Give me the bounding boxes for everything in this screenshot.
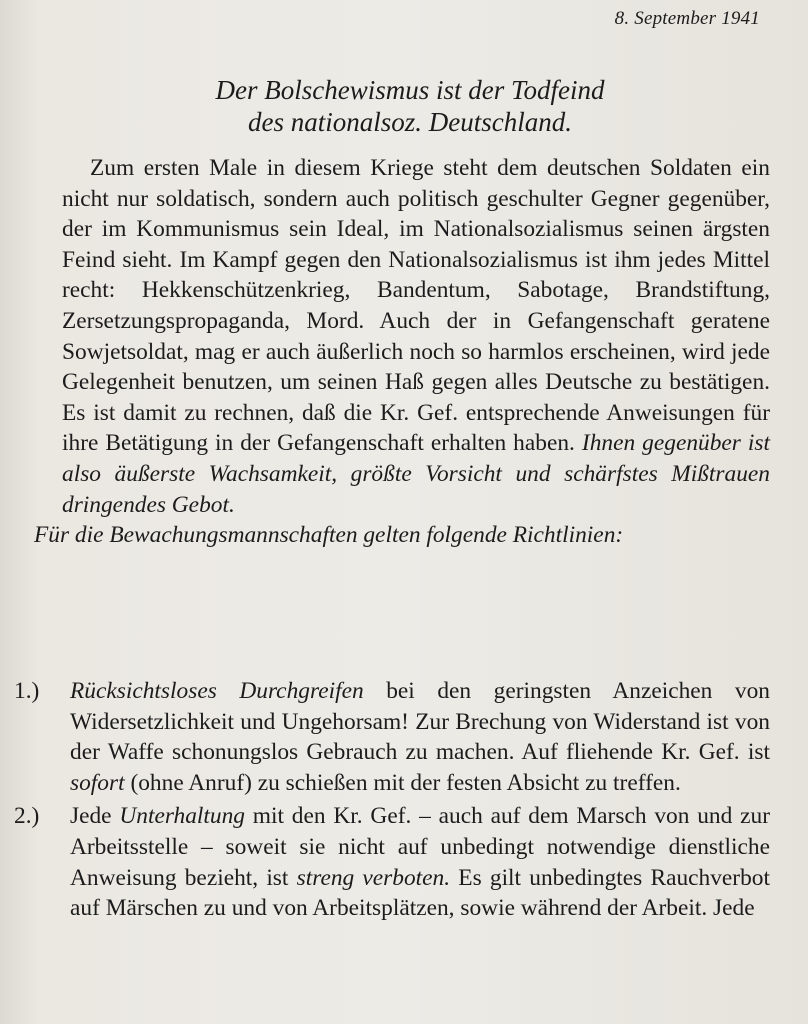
intro-text bbox=[62, 153, 770, 520]
item-text bbox=[70, 676, 770, 798]
item-number: 2.) bbox=[14, 803, 40, 830]
item-italic-end: streng verboten. bbox=[296, 864, 451, 891]
item-text-a: bei den geringsten Anzeichen von Widersetzlichkeit und Ungehorsam! Zur Brechung von Widerstand ist von der Waffe schonungslos Gebrauch zu machen. Auf fliehende Kr. Gef. ist bbox=[70, 678, 770, 766]
item-italic-mid: sofort bbox=[70, 769, 125, 796]
title-line-1: Der Bolschewismus ist der Todfeind bbox=[215, 75, 605, 105]
guidelines-heading: Für die Bewachungsmannschaften gelten folgende Richtlinien: bbox=[34, 522, 624, 549]
intro-italic: Ihnen gegenüber ist also äußerste Wachsamkeit, größte Vorsicht und schärfstes Mißtrauen dringendes Gebot. bbox=[62, 430, 770, 518]
item-text-b: (ohne Anruf) zu schießen mit der festen Absicht zu treffen. bbox=[124, 769, 681, 796]
list-item bbox=[14, 676, 770, 798]
item-text-c: Es gilt unbedingtes Rauchverbot auf Märschen zu und von Arbeitsplätzen, sowie während der Arbeit. Jede bbox=[70, 864, 770, 922]
item-italic-mid: Unterhaltung bbox=[119, 803, 245, 830]
item-text bbox=[70, 801, 770, 923]
item-text-a: Jede bbox=[70, 803, 120, 830]
guidelines-list bbox=[14, 676, 770, 927]
item-italic-lead: Rücksichtsloses Durchgreifen bbox=[70, 678, 364, 704]
item-text-b: mit den Kr. Gef. – auch auf dem Marsch von und zur Arbeitsstelle – soweit sie nicht auf unbedingt notwendige dienstliche Anweisung bezieht, ist bbox=[70, 803, 770, 891]
item-number: 1.) bbox=[14, 678, 40, 704]
page-date: 8. September 1941 bbox=[614, 8, 760, 29]
list-item bbox=[14, 801, 770, 923]
title-line-2: des nationalsoz. Deutschland. bbox=[248, 107, 572, 137]
intro-paragraph bbox=[34, 153, 770, 551]
intro-plain: Zum ersten Male in diesem Kriege steht dem deutschen Soldaten ein nicht nur soldatisch, sondern auch politisch geschulter Gegner gegenüber, der im Kommunismus sein Ideal, im Nationalsozialismus seinen ärgsten Feind sieht. Im Kampf gegen den Nationalsozialismus ist ihm jedes Mittel recht: Hekkenschützenkrieg, Bandentum, Sabotage, Brandstiftung, Zersetzungspropaganda, Mord. Auch der in Gefangenschaft geratene Sowjetsoldat, mag er auch äußerlich noch so harmlos erscheinen, wird jede Gelegenheit benutzen, um seinen Haß gegen alles Deutsche zu bestätigen. Es ist damit zu rechnen, daß die Kr. Gef. entsprechende Anweisungen für ihre Betätigung in der Gefangenschaft erhalten haben. bbox=[62, 155, 770, 457]
section-title bbox=[150, 74, 670, 138]
